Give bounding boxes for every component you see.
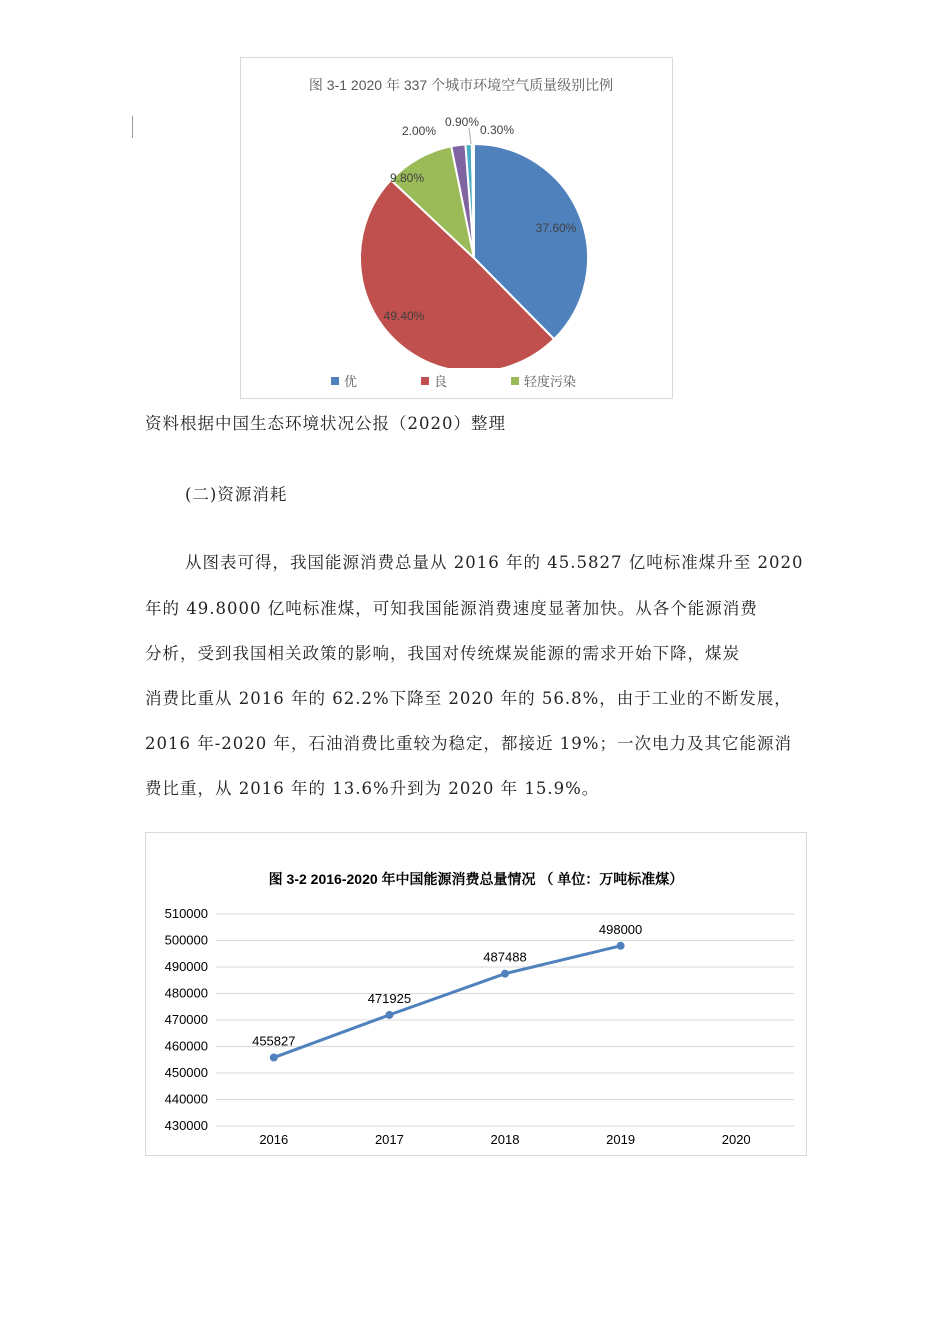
text-cursor <box>132 116 133 138</box>
series-line <box>274 946 621 1058</box>
body-line: 消费比重从 2016 年的 62.2%下降至 2020 年的 56.8%，由于工业的不断发展， <box>145 689 792 708</box>
x-tick-label: 2016 <box>259 1132 289 1147</box>
data-label: 455827 <box>252 1033 296 1049</box>
legend-swatch <box>421 377 429 385</box>
legend-swatch <box>331 377 339 385</box>
source-note: 资料根据中国生态环境状况公报（2020）整理 <box>145 414 506 433</box>
data-label: 487488 <box>483 949 527 965</box>
y-tick-label: 510000 <box>164 906 208 921</box>
pie-data-label: 0.90% <box>444 115 480 129</box>
pie-data-label: 9.80% <box>389 171 425 185</box>
pie-data-label: 37.60% <box>535 221 577 235</box>
y-tick-label: 460000 <box>164 1038 208 1054</box>
data-label: 498000 <box>598 921 643 937</box>
pie-leader-line <box>469 128 471 144</box>
pie-chart-figure <box>240 57 673 399</box>
legend-swatch <box>511 377 519 385</box>
pie-data-label: 0.30% <box>479 123 515 137</box>
pie-chart-title: 图 3-1 2020 年 337 个城市环境空气质量级别比例 <box>308 77 614 93</box>
y-tick-label: 500000 <box>164 932 208 948</box>
data-label: 471925 <box>367 990 412 1006</box>
line-chart <box>146 833 806 1155</box>
y-tick-label: 480000 <box>164 985 208 1001</box>
pie-data-label: 2.00% <box>401 124 437 138</box>
legend-label: 轻度污染 <box>524 374 577 389</box>
data-point <box>501 970 509 978</box>
x-tick-label: 2019 <box>606 1132 636 1147</box>
legend-item-good <box>421 371 511 390</box>
y-tick-label: 430000 <box>164 1118 208 1133</box>
legend-label: 良 <box>434 374 448 389</box>
body-line: 分析，受到我国相关政策的影响，我国对传统煤炭能源的需求开始下降，煤炭 <box>145 644 740 663</box>
y-tick-label: 470000 <box>164 1012 208 1027</box>
y-tick-label: 490000 <box>164 959 208 974</box>
legend-label: 优 <box>344 374 358 389</box>
section-heading: (二)资源消耗 <box>185 485 288 504</box>
data-point <box>617 942 625 950</box>
legend-item-excellent <box>331 371 421 390</box>
legend-item-light-pollution <box>511 371 601 390</box>
y-tick-label: 440000 <box>164 1091 208 1107</box>
body-line: 费比重，从 2016 年的 13.6%升到为 2020 年 15.9%。 <box>145 779 600 798</box>
line-chart-title: 图 3-2 2016-2020 年中国能源消费总量情况 （ 单位：万吨标准煤） <box>268 871 684 887</box>
pie-chart <box>241 58 672 368</box>
line-chart-figure <box>145 832 807 1156</box>
pie-legend <box>331 371 601 390</box>
data-point <box>270 1054 278 1062</box>
pie-data-label: 49.40% <box>383 309 425 323</box>
x-tick-label: 2017 <box>374 1132 404 1147</box>
body-line: 从图表可得，我国能源消费总量从 2016 年的 45.5827 亿吨标准煤升至 2020 <box>185 553 804 572</box>
y-tick-label: 450000 <box>164 1065 208 1080</box>
data-point <box>385 1011 393 1019</box>
body-line: 年的 49.8000 亿吨标准煤，可知我国能源消费速度显著加快。从各个能源消费 <box>145 599 758 618</box>
x-tick-label: 2020 <box>721 1132 751 1147</box>
body-line: 2016 年-2020 年，石油消费比重较为稳定，都接近 19%；一次电力及其它能源消 <box>145 734 792 753</box>
x-tick-label: 2018 <box>490 1132 520 1147</box>
